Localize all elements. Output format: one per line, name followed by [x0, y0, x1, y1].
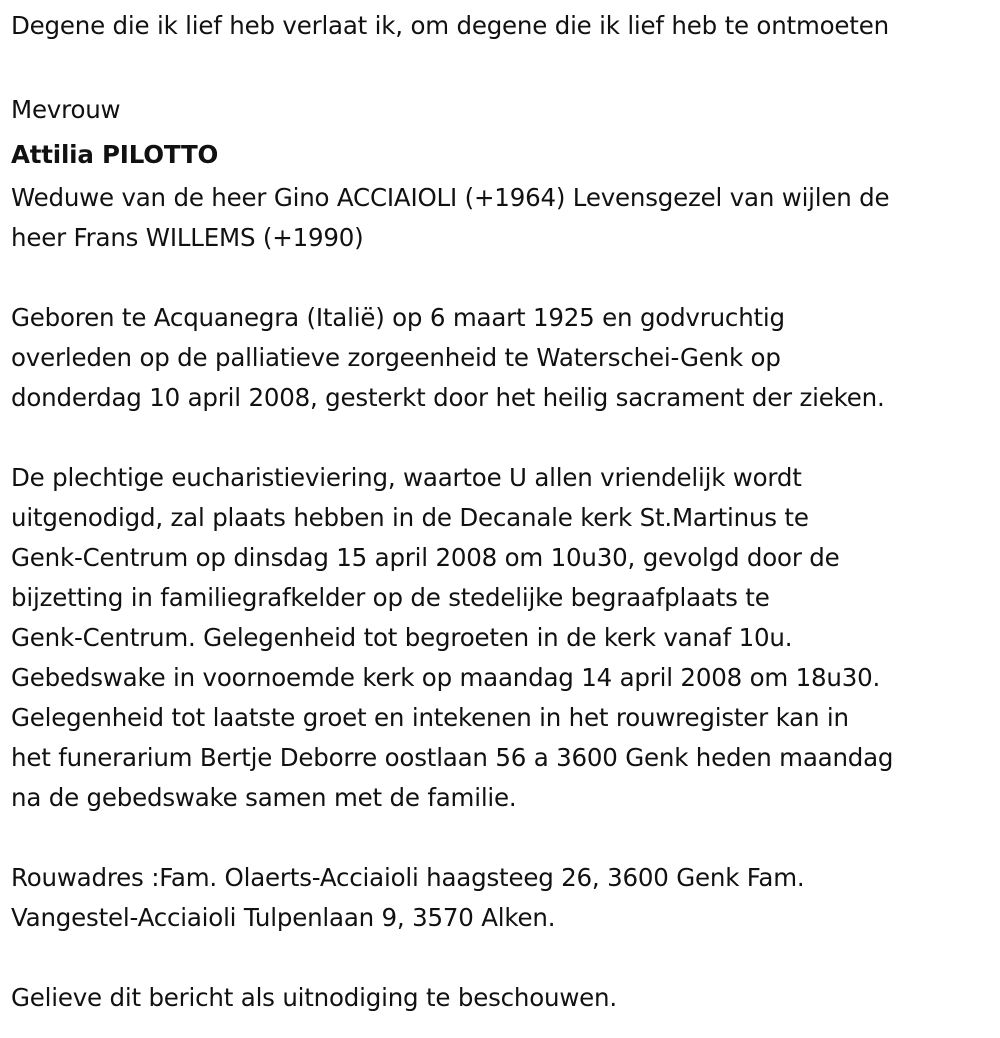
ceremony-line: Gebedswake in voornoemde kerk op maandag 14 april 2008 om 18u30.	[11, 663, 881, 692]
address-block	[11, 858, 1000, 938]
spacer	[11, 46, 1000, 88]
ceremony-line: bijzetting in familiegrafkelder op de stedelijke begraafplaats te	[11, 583, 770, 612]
spacer	[11, 818, 1000, 858]
ceremony-line: Genk-Centrum op dinsdag 15 april 2008 om 10u30, gevolgd door de	[11, 543, 840, 572]
relations-block	[11, 178, 1000, 258]
birth-death-line: Geboren te Acquanegra (Italië) op 6 maart 1925 en godvruchtig	[11, 303, 785, 332]
address-line: Rouwadres :Fam. Olaerts-Acciaioli haagsteeg 26, 3600 Genk Fam.	[11, 863, 805, 892]
spacer	[11, 418, 1000, 458]
deceased-name: Attilia PILOTTO	[11, 140, 219, 169]
ceremony-line: het funerarium Bertje Deborre oostlaan 56 a 3600 Genk heden maandag	[11, 743, 894, 772]
ceremony-line: na de gebedswake samen met de familie.	[11, 783, 517, 812]
ceremony-line: De plechtige eucharistieviering, waartoe U allen vriendelijk wordt	[11, 463, 802, 492]
ceremony-line: Genk-Centrum. Gelegenheid tot begroeten in de kerk vanaf 10u.	[11, 623, 793, 652]
ceremony-line: uitgenodigd, zal plaats hebben in de Decanale kerk St.Martinus te	[11, 503, 809, 532]
ceremony-block	[11, 458, 1000, 818]
address-line: Vangestel-Acciaioli Tulpenlaan 9, 3570 Alken.	[11, 903, 556, 932]
birth-death-block	[11, 298, 1000, 418]
relations-line: heer Frans WILLEMS (+1990)	[11, 223, 364, 252]
spacer	[11, 938, 1000, 978]
birth-death-line: overleden op de palliatieve zorgeenheid te Waterschei-Genk op	[11, 343, 781, 372]
motto-text: Degene die ik lief heb verlaat ik, om degene die ik lief heb te ontmoeten	[11, 11, 889, 40]
relations-line: Weduwe van de heer Gino ACCIAIOLI (+1964) Levensgezel van wijlen de	[11, 183, 890, 212]
spacer	[11, 258, 1000, 298]
ceremony-line: Gelegenheid tot laatste groet en intekenen in het rouwregister kan in	[11, 703, 849, 732]
salutation: Mevrouw	[11, 95, 121, 124]
closing-text: Gelieve dit bericht als uitnodiging te beschouwen.	[11, 983, 617, 1012]
birth-death-line: donderdag 10 april 2008, gesterkt door het heilig sacrament der zieken.	[11, 383, 885, 412]
